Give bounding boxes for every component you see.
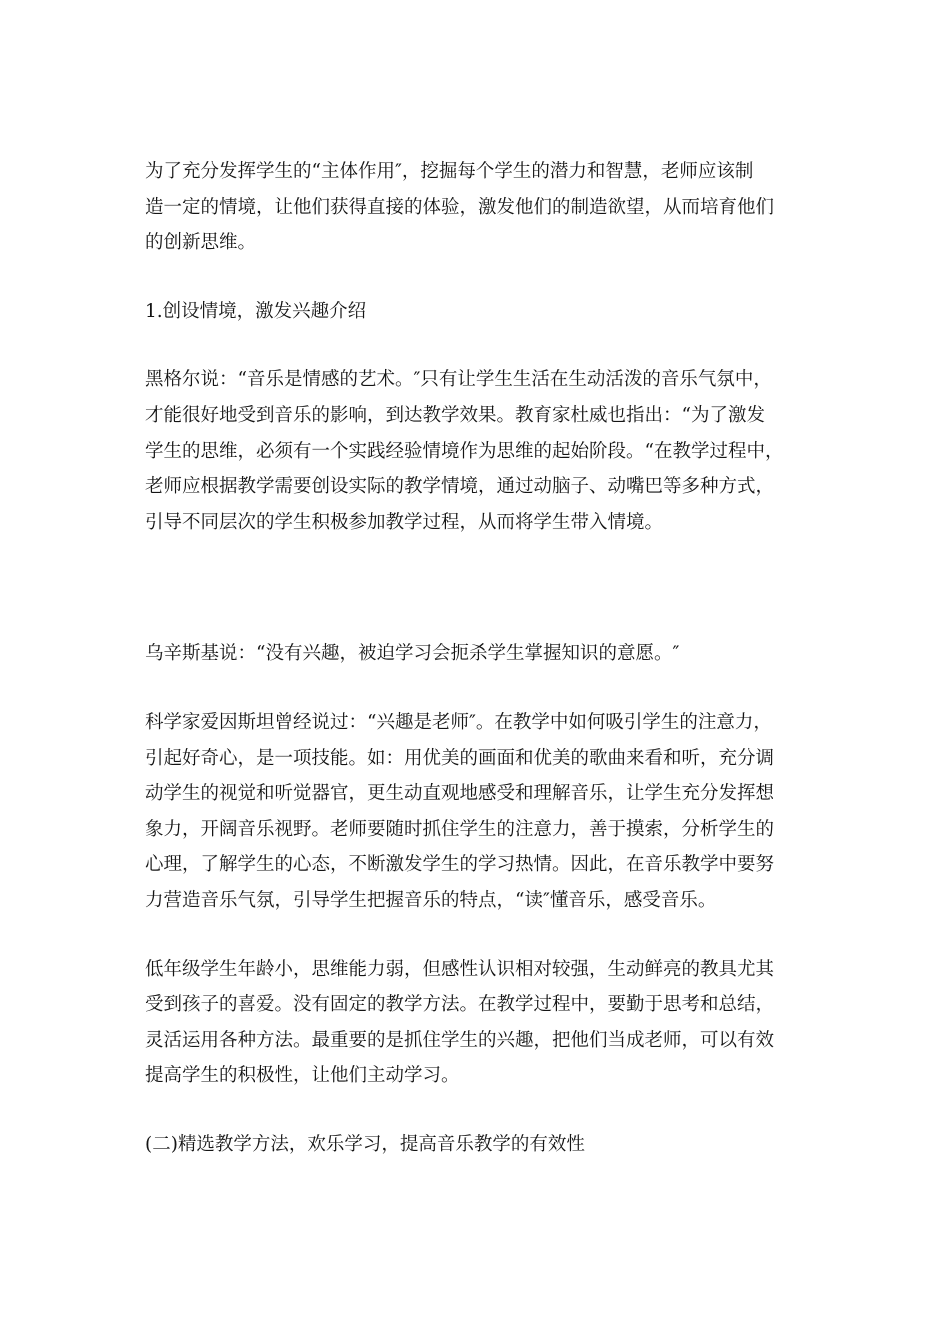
paragraph-lower-grade: 低年级学生年龄小，思维能力弱，但感性认识相对较强，生动鲜亮的教具尤其 受到孩子的喜爱。没有固定的教学方法。在教学过程中，要勤于思考和总结， 灵活运用各种方法。最重要的是抓住学生的兴趣，把他们当成老师，可以有效 提高学生的积极性，让他们主动学习。 [145,958,775,1087]
document-body [145,154,810,1162]
paragraph-einstein-quote: 科学家爱因斯坦曾经说过：“兴趣是老师″。在教学中如何吸引学生的注意力， 引起好奇心，是一项技能。如：用优美的画面和优美的歌曲来看和听，充分调 动学生的视觉和听觉器官，更生动直观地感受和理解音乐，让学生充分发挥想 象力，开阔音乐视野。老师要随时抓住学生的注意力，善于摸索，分析学生的 心理，了解学生的心态，不断激发学生的学习热情。因此，在音乐教学中要努 力营造音乐气氛，引导学生把握音乐的特点，“读″懂音乐，感受音乐。 [145,711,775,911]
section-heading-1: 1.创设情境，激发兴趣介绍 [145,300,367,322]
paragraph-intro: 为了充分发挥学生的“主体作用″，挖掘每个学生的潜力和智慧，老师应该制 造一定的情境，让他们获得直接的体验，激发他们的制造欲望，从而培育他们 的创新思维。 [145,161,775,254]
paragraph-hegel-quote: 黑格尔说：“音乐是情感的艺术。″只有让学生生活在生动活泼的音乐气氛中， 才能很好地受到音乐的影响，到达教学效果。教育家杜威也指出：“为了激发 学生的思维，必须有一个实践经验情境作为思维的起始阶段。“在教学过程中， 老师应根据教学需要创设实际的教学情境，通过动脑子、动嘴巴等多种方式， 引导不同层次的学生积极参加教学过程，从而将学生带入情境。 [145,369,784,533]
paragraph-ushinsky-quote: 乌辛斯基说：“没有兴趣，被迫学习会扼杀学生掌握知识的意愿。″ [145,643,680,665]
section-heading-2: (二)精选教学方法，欢乐学习，提高音乐教学的有效性 [145,1133,585,1155]
